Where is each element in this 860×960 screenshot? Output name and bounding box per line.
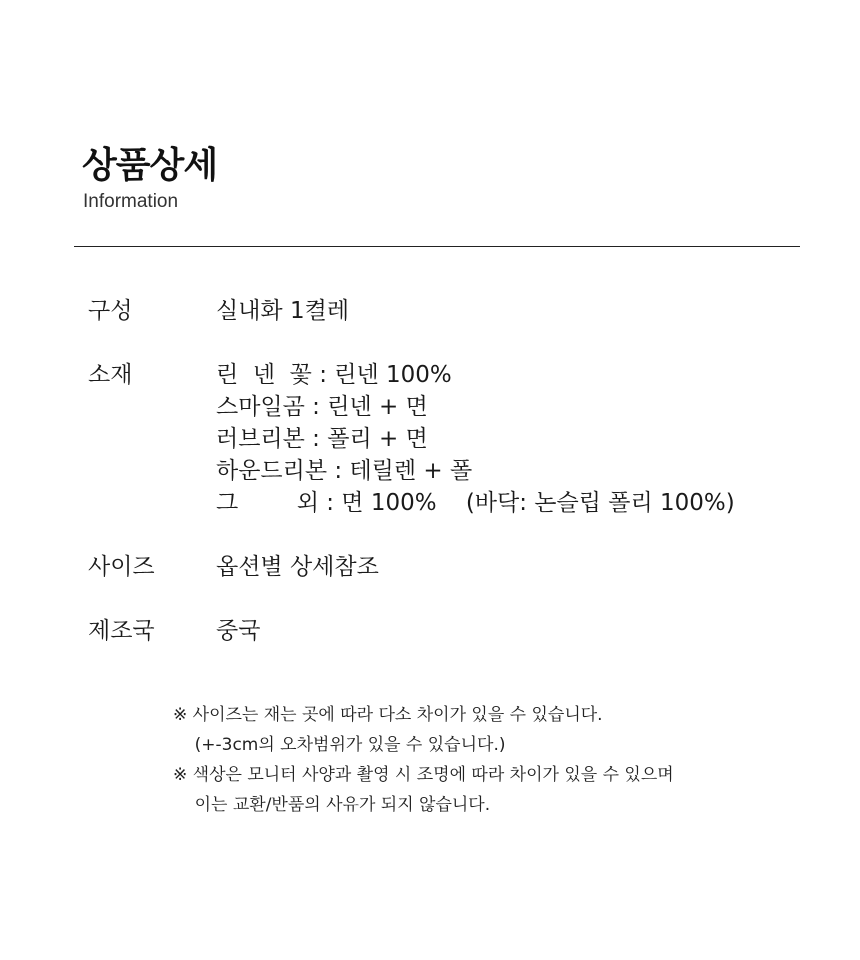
spec-values xyxy=(216,551,379,583)
spec-value: 중국 xyxy=(216,618,261,644)
spec-value: 그 외 : 면 100% (바닥: 논슬립 폴리 100%) xyxy=(216,490,735,516)
notice-line: ※ 색상은 모니터 사양과 촬영 시 조명에 따라 차이가 있을 수 있으며 xyxy=(173,765,674,785)
spec-label: 제조국 xyxy=(88,618,155,644)
spec-values xyxy=(216,615,260,647)
spec-value: 하운드리본 : 테릴렌 + 폴 xyxy=(216,458,473,484)
section-divider xyxy=(74,246,800,247)
spec-value: 옵션별 상세참조 xyxy=(216,554,379,580)
page-subtitle: Information xyxy=(83,191,179,212)
spec-label: 소재 xyxy=(88,362,133,388)
page-title: 상품상세 xyxy=(82,145,218,186)
notice-block xyxy=(173,700,674,820)
spec-value: 스마일곰 : 린넨 + 면 xyxy=(216,394,428,420)
spec-values xyxy=(216,359,735,519)
spec-value: 러브리본 : 폴리 + 면 xyxy=(216,426,428,452)
spec-label: 사이즈 xyxy=(88,554,155,580)
notice-line: (+-3cm의 오차범위가 있을 수 있습니다.) xyxy=(173,735,506,755)
notice-line: 이는 교환/반품의 사유가 되지 않습니다. xyxy=(173,795,491,815)
spec-value: 린 넨 꽃 : 린넨 100% xyxy=(216,362,452,388)
spec-value: 실내화 1켤레 xyxy=(216,298,350,324)
spec-values xyxy=(216,295,349,327)
notice-line: ※ 사이즈는 재는 곳에 따라 다소 차이가 있을 수 있습니다. xyxy=(173,705,603,725)
spec-label: 구성 xyxy=(88,298,133,324)
